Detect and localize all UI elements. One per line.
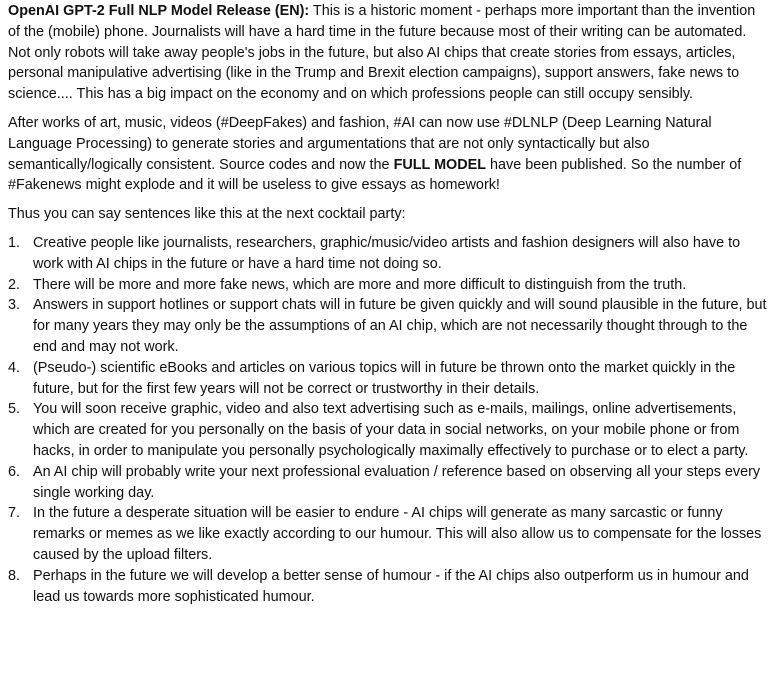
list-item-text: An AI chip will probably write your next professional evaluation / reference based on observing all your steps every single working day. bbox=[33, 463, 761, 501]
list-item-text: Answers in support hotlines or support chats will in future be given quickly and will sound plausible in the future, but for many years they may only be the assumptions of an AI chip, which are not necessarily thought through to the end and may not work. bbox=[33, 297, 767, 355]
list-item-text: Creative people like journalists, researchers, graphic/music/video artists and fashion designers will also have to work with AI chips in the future or have a hard time not doing so. bbox=[33, 234, 741, 272]
list-item bbox=[8, 358, 770, 400]
list-number: 6. bbox=[8, 463, 21, 480]
list-number: 3. bbox=[8, 297, 21, 314]
list-item bbox=[8, 566, 770, 608]
list-item bbox=[8, 462, 770, 504]
list-number: 7. bbox=[8, 505, 21, 522]
intro-text: This is a historic moment - perhaps more important than the invention of the (mobile) phone. Journalists will have a hard time in the future because most of their writing can be automated. Not only robots will take away people's jobs in the future, but also AI chips that create stories from essays, articles, personal manipulative advertising (like in the Trump and Brexit election campaigns), support answers, fake news to science.... This has a big impact on the economy and on which professions people can still occupy sensibly. bbox=[8, 3, 756, 103]
list-number: 1. bbox=[8, 234, 21, 251]
list-item-text: In the future a desperate situation will be easier to endure - AI chips will generate as many sarcastic or funny remarks or memes as we like exactly according to our humour. This will also allow us to compensate for the losses caused by the upload filters. bbox=[33, 505, 762, 563]
list-item bbox=[8, 503, 770, 565]
list-item bbox=[8, 275, 770, 296]
list-item-text: You will soon receive graphic, video and also text advertising such as e-mails, mailings, online advertisements, which are created for you personally on the basis of your data in social networks, on your mobile phone or from hacks, in order to manipulate you personally psychologically maximally effectively to purchase or to elect a party. bbox=[33, 401, 749, 459]
second-paragraph-text-after: have been published. So the number of #Fakenews might explode and it will be useless to give essays as homework! bbox=[8, 156, 742, 194]
intro-paragraph bbox=[8, 1, 770, 105]
release-heading: OpenAI GPT-2 Full NLP Model Release (EN): bbox=[8, 3, 310, 19]
list-item bbox=[8, 399, 770, 461]
list-number: 4. bbox=[8, 359, 21, 376]
numbered-list bbox=[8, 233, 770, 607]
list-number: 8. bbox=[8, 567, 21, 584]
full-model-emphasis: FULL MODEL bbox=[393, 156, 487, 173]
list-item bbox=[8, 233, 770, 275]
second-paragraph bbox=[8, 113, 770, 196]
list-number: 5. bbox=[8, 401, 21, 418]
list-item-text: There will be more and more fake news, which are more and more difficult to distinguish from the truth. bbox=[33, 276, 687, 293]
second-paragraph-text-before: After works of art, music, videos (#DeepFakes) and fashion, #AI can now use #DLNLP (Deep Learning Natural Language Processing) to generate stories and argumentations that are not only syntactically but also semantically/logically consistent. Source codes and now the bbox=[8, 114, 712, 173]
list-item-text: Perhaps in the future we will develop a better sense of humour - if the AI chips also outperform us in humour and lead us towards more sophisticated humour. bbox=[33, 567, 749, 605]
list-item-text: (Pseudo-) scientific eBooks and articles on various topics will in future be thrown onto the market quickly in the future, but for the first few years will not be correct or trustworthy in their details. bbox=[33, 359, 736, 397]
list-item bbox=[8, 295, 770, 357]
list-intro: Thus you can say sentences like this at the next cocktail party: bbox=[8, 206, 406, 223]
document-body bbox=[8, 1, 770, 607]
list-number: 2. bbox=[8, 276, 21, 293]
